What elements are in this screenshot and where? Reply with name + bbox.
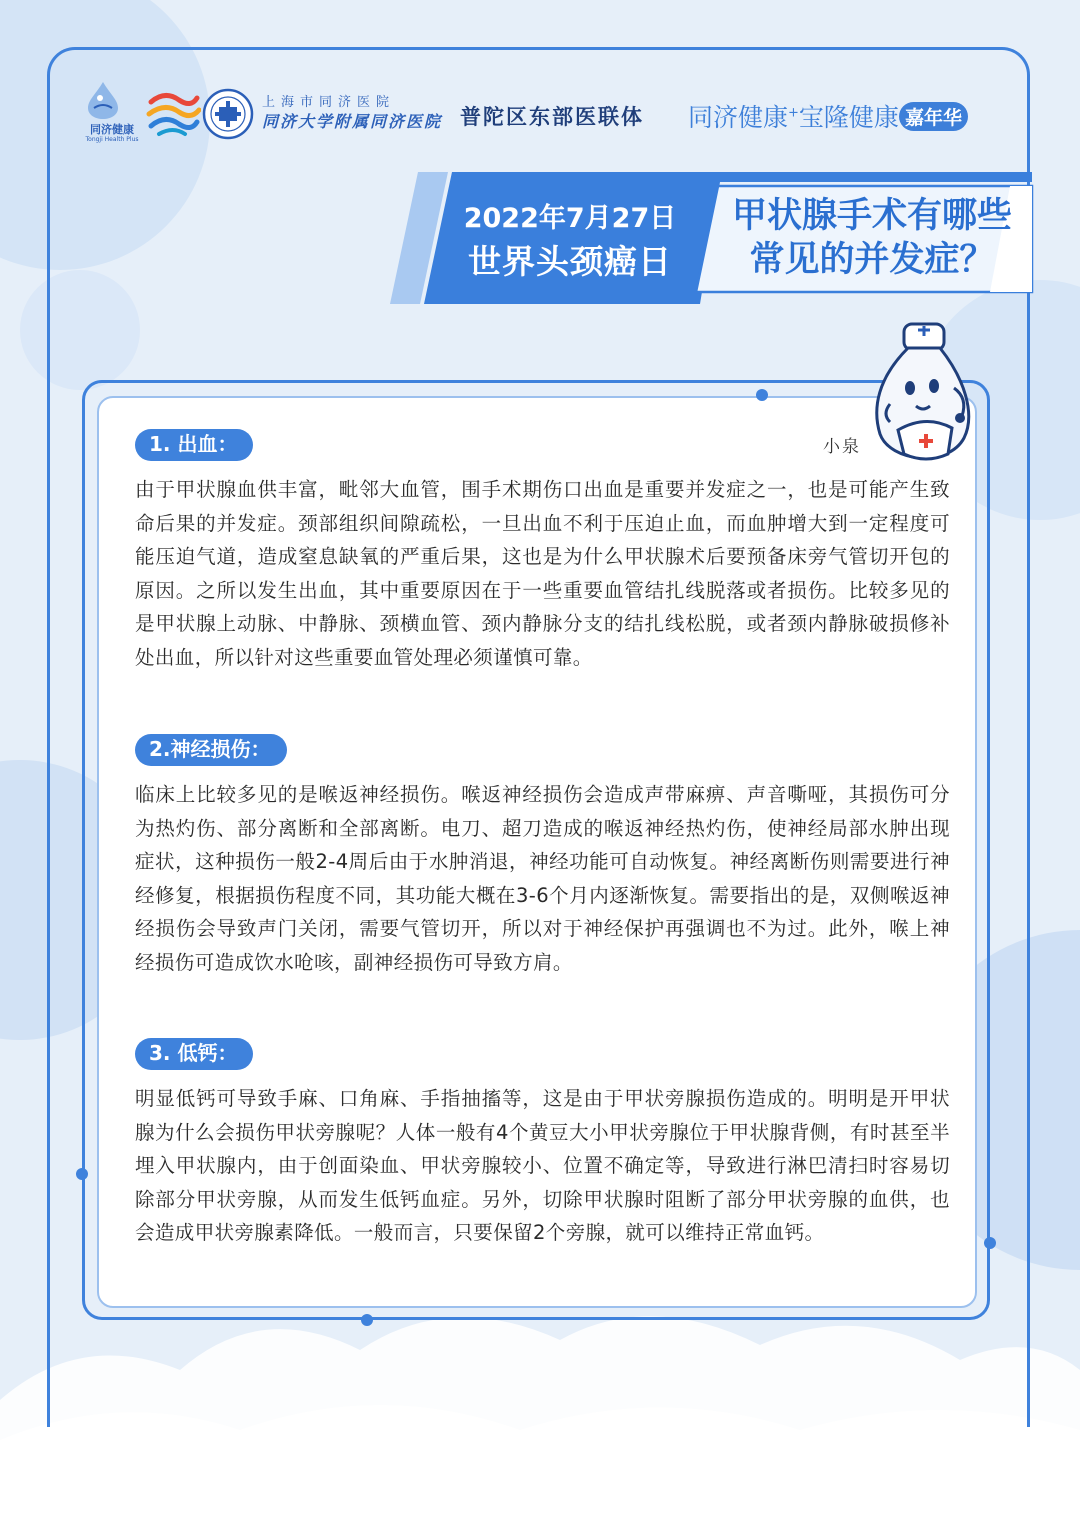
event-day-name: 世界头颈癌日: [468, 242, 672, 281]
medical-union-name: 普陀区东部医联体: [460, 104, 644, 129]
decor-dot: [76, 1168, 88, 1180]
section-heading: 3. 低钙：: [135, 1038, 253, 1070]
page-title: [712, 194, 1032, 282]
section-body: 由于甲状腺血供丰富，毗邻大血管，围手术期伤口出血是重要并发症之一，也是可能产生致命后果的并发症。颈部组织间隙疏松，一旦出血不利于压迫止血，而血肿增大到一定程度可能压迫气道，造成窒息缺氧的严重后果，这也是为什么甲状腺术后要预备床旁气管切开包的原因。之所以发生出血，其中重要原因在于一些重要血管结扎线脱落或者损伤。比较多见的是甲状腺上动脉、中静脉、颈横血管、颈内静脉分支的结扎线松脱，或者颈内静脉破损修补处出血，所以针对这些重要血管处理必须谨慎可靠。: [135, 478, 950, 669]
brand-stamp: 嘉年华: [899, 102, 968, 131]
section-body: 临床上比较多见的是喉返神经损伤。喉返神经损伤会造成声带麻痹、声音嘶哑，其损伤可分为热灼伤、部分离断和全部离断。电刀、超刀造成的喉返神经热灼伤，使神经局部水肿出现症状，这种损伤一般2-4周后由于水肿消退，神经功能可自动恢复。神经离断伤则需要进行神经修复，根据损伤程度不同，其功能大概在3-6个月内逐渐恢复。需要指出的是，双侧喉返神经损伤会导致声门关闭，需要气管切开，所以对于神经保护再强调也不为过。此外，喉上神经损伤可造成饮水呛咳，副神经损伤可导致方肩。: [135, 783, 950, 974]
brand-b: 宝隆健康: [798, 103, 899, 132]
decor-dot: [756, 389, 768, 401]
decor-dot: [361, 1314, 373, 1326]
section-heading: 2.神经损伤：: [135, 734, 287, 766]
mascot-name: 小泉: [823, 437, 861, 457]
section-bleeding: [135, 429, 950, 675]
section-nerve-injury: [135, 734, 950, 980]
tongji-logo-cn: 同济健康: [90, 123, 134, 136]
brand-a: 同济健康: [688, 103, 789, 132]
hospital-name-line1: 上海市同济医院: [262, 95, 396, 110]
page-title-line2: 常见的并发症？: [749, 240, 995, 280]
decor-dot: [984, 1237, 996, 1249]
tongji-logo-en: Tongji Health Plus: [85, 136, 139, 143]
section-hypocalcemia: [135, 1038, 950, 1250]
section-heading: 1. 出血：: [135, 429, 253, 461]
section-body: 明显低钙可导致手麻、口角麻、手指抽搐等，这是由于甲状旁腺损伤造成的。明明是开甲状腺为什么会损伤甲状旁腺呢？人体一般有4个黄豆大小甲状旁腺位于甲状腺背侧，有时甚至半埋入甲状腺内，由于创面染血、甲状旁腺较小、位置不确定等，导致进行淋巴清扫时容易切除部分甲状旁腺，从而发生低钙血症。另外，切除甲状腺时阻断了部分甲状旁腺的血供，也会造成甲状旁腺素降低。一般而言，只要保留2个旁腺，就可以维持正常血钙。: [135, 1087, 950, 1245]
hospital-name-line2: 同济大学附属同济医院: [262, 112, 443, 131]
event-date: 2022年7月27日: [463, 203, 677, 234]
page-title-line1: 甲状腺手术有哪些: [731, 196, 1012, 236]
brand-plus: +: [788, 105, 799, 121]
